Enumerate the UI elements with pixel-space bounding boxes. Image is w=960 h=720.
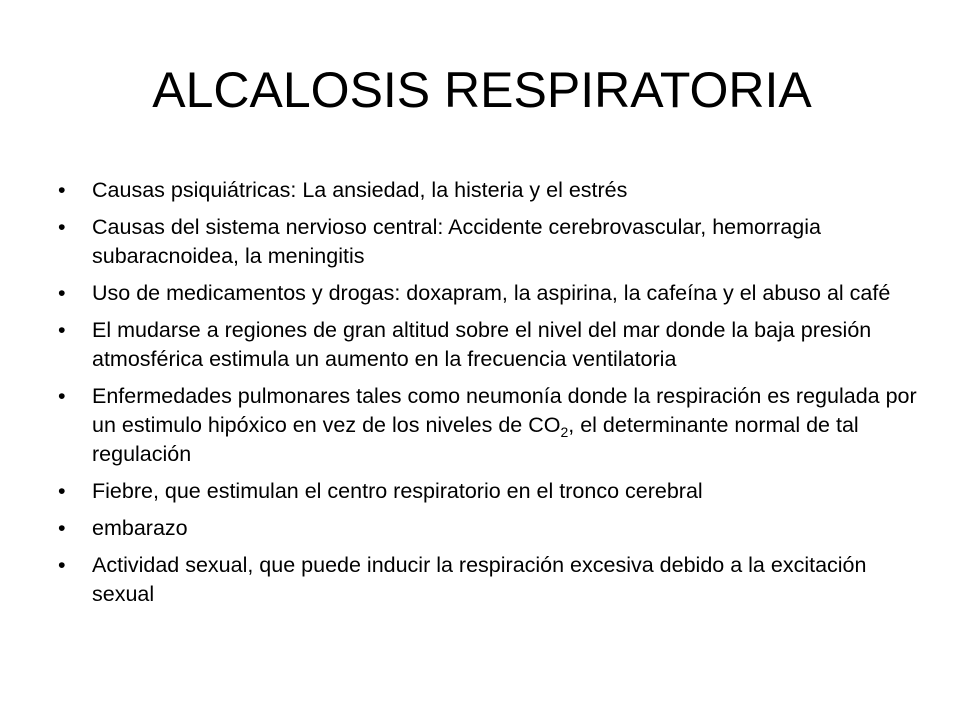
co2-subscript: 2 [560, 424, 569, 440]
bullet-text: Actividad sexual, que puede inducir la respiración excesiva debido a la excitación sexual [92, 553, 867, 606]
bullet-text: El mudarse a regiones de gran altitud sobre el nivel del mar donde la baja presión atmosférica estimula un aumento en la frecuencia ventilatoria [92, 318, 872, 371]
bullet-item [58, 551, 918, 609]
bullet-item [58, 279, 918, 308]
bullet-text: embarazo [92, 516, 188, 540]
bullet-item [58, 316, 918, 374]
bullet-marker: • [58, 318, 66, 342]
bullet-text: Fiebre, que estimulan el centro respiratorio en el tronco cerebral [92, 479, 703, 503]
bullet-item [58, 213, 918, 271]
bullet-marker: • [58, 281, 66, 305]
bullet-marker: • [58, 516, 66, 540]
bullet-marker: • [58, 479, 66, 503]
bullet-item [58, 382, 918, 469]
bullet-item [58, 176, 918, 205]
bullet-text-part: , el determinante normal de tal regulación [92, 413, 859, 466]
bullet-text-part: Enfermedades pulmonares tales como neumonía donde la respiración es regulada por un estimulo hipóxico en vez de los niveles de CO [92, 384, 917, 437]
bullet-text: Causas psiquiátricas: La ansiedad, la histeria y el estrés [92, 178, 628, 202]
bullet-list [58, 176, 918, 617]
bullet-text: Uso de medicamentos y drogas: doxapram, la aspirina, la cafeína y el abuso al café [92, 281, 891, 305]
slide-title: ALCALOSIS RESPIRATORIA [152, 62, 812, 118]
bullet-item [58, 477, 918, 506]
bullet-marker: • [58, 178, 66, 202]
bullet-marker: • [58, 553, 66, 577]
bullet-item [58, 514, 918, 543]
bullet-marker: • [58, 215, 66, 239]
bullet-text: Causas del sistema nervioso central: Accidente cerebrovascular, hemorragia subaracnoidea, la meningitis [92, 215, 821, 268]
bullet-marker: • [58, 384, 66, 408]
